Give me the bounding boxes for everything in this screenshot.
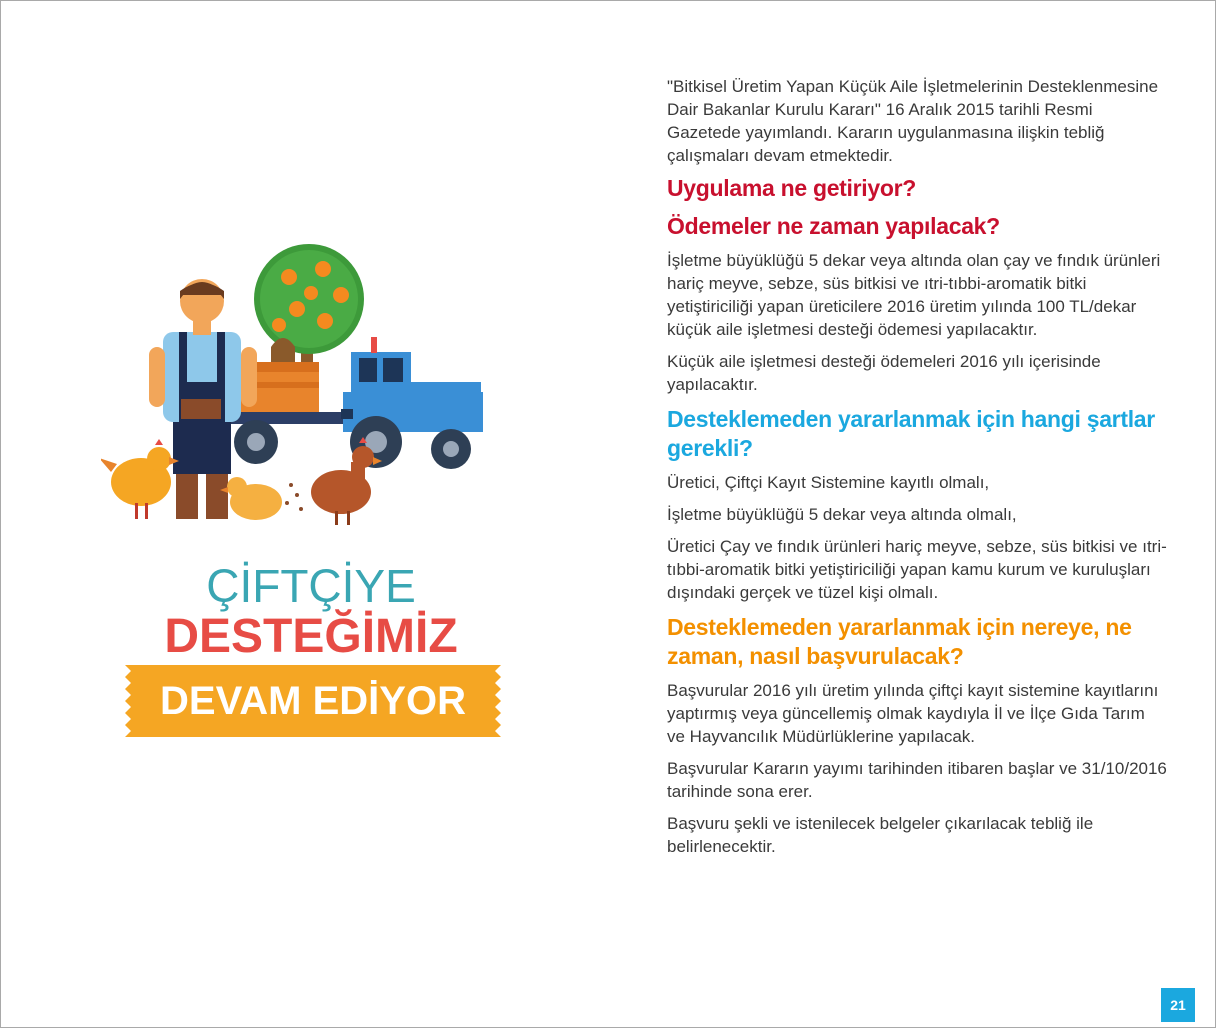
condition-item-3: Üretici Çay ve fındık ürünleri hariç meyve, sebze, süs bitkisi ve ıtri-tıbbi-aromatik bitki yetiştiriciliği yapan kamu kurum ve kuruluşları dışındaki gerçek ve tüzel kişi olmalı. <box>667 537 1167 602</box>
farm-illustration <box>101 237 491 527</box>
condition-item-1: Üretici, Çiftçi Kayıt Sistemine kayıtlı olmalı, <box>667 473 990 492</box>
headline-line-3: DEVAM EDİYOR <box>160 679 466 723</box>
application-paragraph-3: Başvuru şekli ve istenilecek belgeler çıkarılacak tebliğ ile belirlenecektir. <box>667 814 1094 856</box>
seed-dots <box>285 483 303 511</box>
heading-application: Desteklemeden yararlanmak için nereye, ne zaman, nasıl başvurulacak? <box>667 614 1132 669</box>
application-paragraph-1: Başvurular 2016 yılı üretim yılında çiftçi kayıt sistemine kayıtlarını yaptırmış veya güncellemiş olmak kaydıyla İl ve İlçe Gıda Tarım ve Hayvancılık Müdürlüklerine yapılacak. <box>667 681 1159 746</box>
headline-line-2: DESTEĞİMİZ <box>164 610 458 663</box>
article-content <box>667 75 1167 867</box>
application-paragraph-2: Başvurular Kararın yayımı tarihinden itibaren başlar ve 31/10/2016 tarihinde sona erer. <box>667 759 1167 801</box>
heading-conditions: Desteklemeden yararlanmak için hangi şartlar gerekli? <box>667 406 1155 461</box>
condition-item-2: İşletme büyüklüğü 5 dekar veya altında olmalı, <box>667 505 1017 524</box>
page-number: 21 <box>1161 988 1195 1022</box>
headline-line-1: ÇİFTÇİYE <box>206 560 416 612</box>
hen-icon <box>101 439 179 519</box>
hen-icon <box>220 477 282 520</box>
heading-what-it-brings: Uygulama ne getiriyor? <box>667 175 917 201</box>
hen-icon <box>311 437 382 525</box>
heading-payment-time: Ödemeler ne zaman yapılacak? <box>667 213 1000 239</box>
headline-ribbon <box>125 665 501 737</box>
payment-paragraph-1: İşletme büyüklüğü 5 dekar veya altında olan çay ve fındık ürünleri hariç meyve, sebze, süs bitkisi ve ıtri-tıbbi-aromatik bitki yetiştiriciliği yapan üreticilere 2016 üretim yılında 100 TL/dekar küçük aile işletmesi desteği ödemesi yapılacaktır. <box>667 251 1161 339</box>
payment-paragraph-2: Küçük aile işletmesi desteği ödemeleri 2016 yılı içerisinde yapılacaktır. <box>667 352 1101 394</box>
intro-paragraph: "Bitkisel Üretim Yapan Küçük Aile İşletmelerinin Desteklenmesine Dair Bakanlar Kurulu Kararı" 16 Aralık 2015 tarihli Resmi Gazetede yayımlandı. Kararın uygulanmasına ilişkin tebliğ çalışmaları devam etmektedir. <box>667 77 1159 165</box>
